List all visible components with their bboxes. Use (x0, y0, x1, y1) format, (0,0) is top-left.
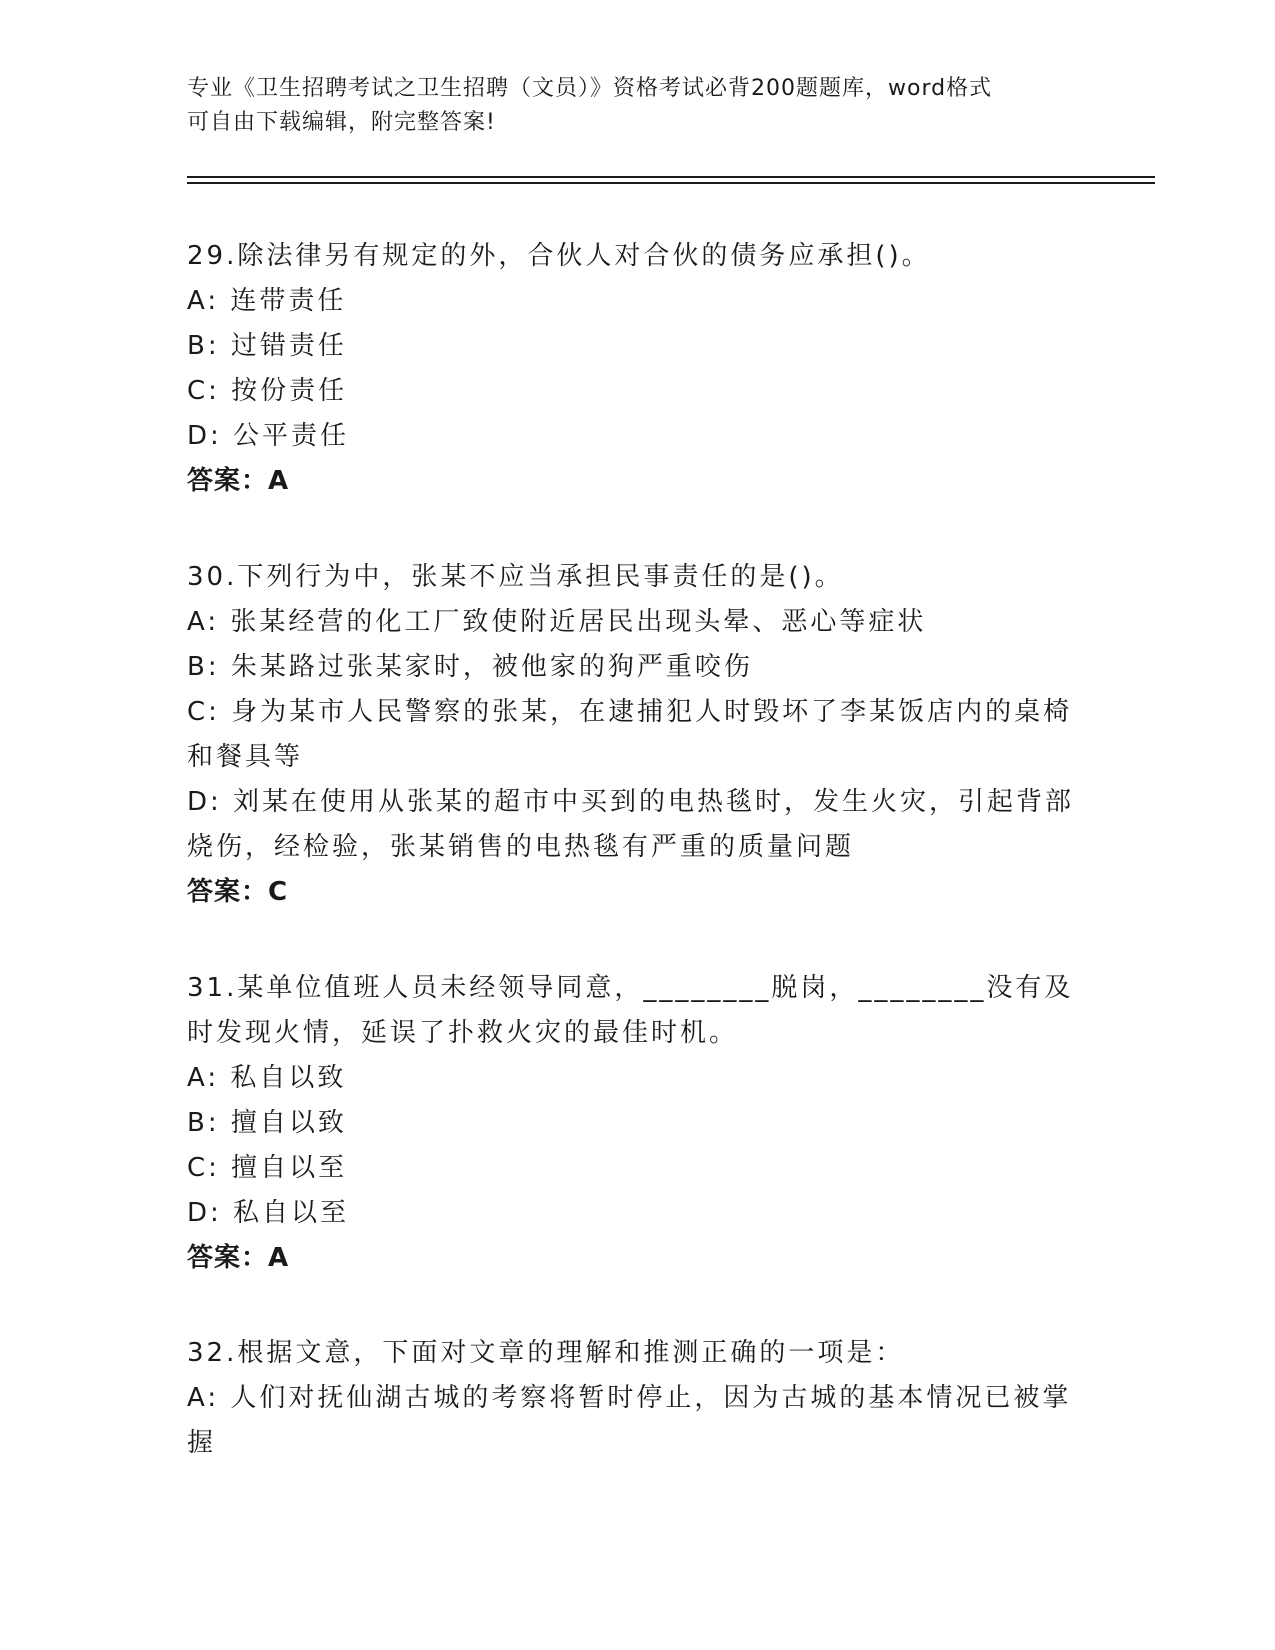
document-header (187, 72, 1087, 140)
option-a: A: 张某经营的化工厂致使附近居民出现头晕、恶心等症状 (187, 607, 927, 637)
option-a: A: 连带责任 (187, 286, 347, 316)
option-a: A: 私自以致 (187, 1063, 347, 1093)
option-a: A: 人们对抚仙湖古城的考察将暂时停止，因为古城的基本情况已被掌握 (187, 1383, 1072, 1458)
option-b: B: 过错责任 (187, 331, 347, 361)
option-d: D: 刘某在使用从张某的超市中买到的电热毯时，发生火灾，引起背部烧伤，经检验，张某销售的电热毯有严重的质量问题 (187, 787, 1075, 862)
option-b: B: 朱某路过张某家时，被他家的狗严重咬伤 (187, 652, 753, 682)
option-d: D: 公平责任 (187, 421, 350, 451)
answer-label: 答案：A (187, 466, 290, 496)
question-stem: 30.下列行为中，张某不应当承担民事责任的是()。 (187, 562, 844, 592)
header-line-1: 专业《卫生招聘考试之卫生招聘（文员）》资格考试必背200题题库，word格式 (187, 76, 993, 101)
option-c: C: 按份责任 (187, 376, 348, 406)
header-line-2: 可自由下载编辑，附完整答案! (187, 110, 496, 135)
question-stem: 31.某单位值班人员未经领导同意，________脱岗，________没有及时发现火情，延误了扑救火灾的最佳时机。 (187, 973, 1074, 1048)
question-29 (187, 234, 1077, 504)
option-c: C: 擅自以至 (187, 1153, 348, 1183)
header-divider-top (187, 176, 1155, 178)
option-c: C: 身为某市人民警察的张某，在逮捕犯人时毁坏了李某饭店内的桌椅和餐具等 (187, 697, 1073, 772)
question-30 (187, 555, 1077, 915)
answer-label: 答案：C (187, 877, 289, 907)
option-b: B: 擅自以致 (187, 1108, 347, 1138)
question-32 (187, 1331, 1077, 1466)
question-stem: 29.除法律另有规定的外，合伙人对合伙的债务应承担()。 (187, 241, 931, 271)
header-divider-bottom (187, 182, 1155, 184)
question-31 (187, 966, 1077, 1281)
answer-label: 答案：A (187, 1243, 290, 1273)
question-stem: 32.根据文意，下面对文章的理解和推测正确的一项是： (187, 1338, 905, 1368)
option-d: D: 私自以至 (187, 1198, 350, 1228)
